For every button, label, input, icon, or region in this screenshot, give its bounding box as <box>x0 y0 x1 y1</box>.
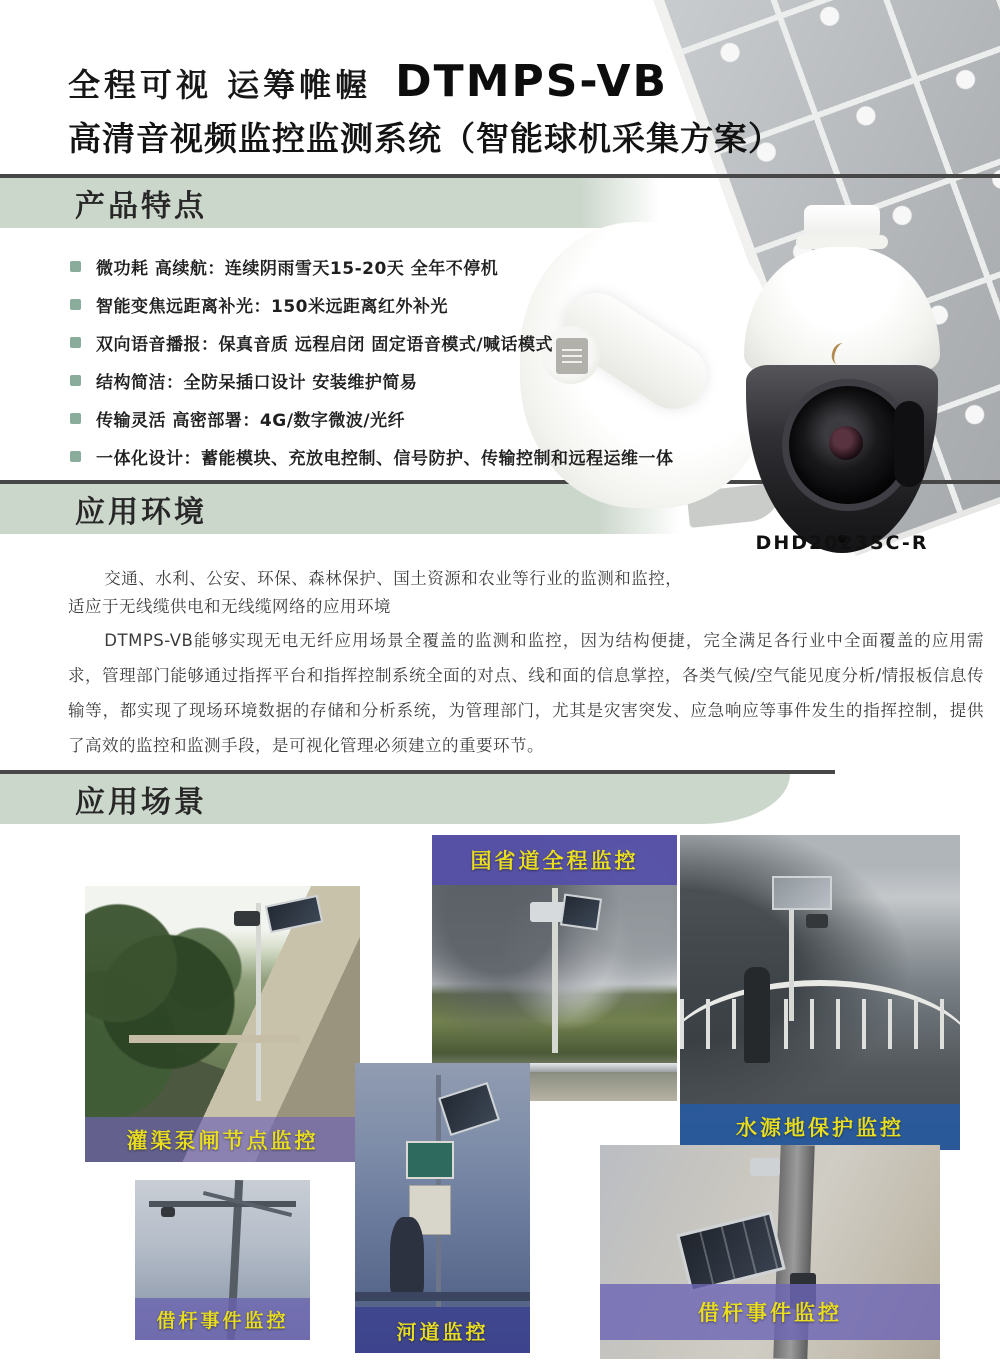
photo-caption: 河道监控 <box>355 1307 530 1353</box>
feature-text: 一体化设计：蓄能模块、充放电控制、信号防护、传输控制和远程运维一体 <box>96 449 674 469</box>
scenarios-heading: 应用场景 <box>75 785 207 820</box>
solar-panel-small-graphic <box>264 894 323 933</box>
camera-head-graphic <box>750 1158 780 1176</box>
camera-head-graphic <box>806 914 828 928</box>
photo-caption: 水源地保护监控 <box>680 1104 960 1150</box>
camera-lens-core-graphic <box>829 426 863 460</box>
camera-head-graphic <box>161 1207 175 1217</box>
photo-caption: 借杆事件监控 <box>135 1298 310 1340</box>
page-title <box>68 56 782 160</box>
bullet-square-icon <box>70 261 81 272</box>
bullet-square-icon <box>70 413 81 424</box>
camera-body-graphic <box>746 365 938 553</box>
solar-panel-small-graphic <box>438 1082 500 1136</box>
feature-list <box>70 254 750 482</box>
scenario-photo-pole-event-left <box>135 1180 310 1340</box>
feature-item <box>70 292 750 317</box>
features-heading: 产品特点 <box>75 189 207 224</box>
camera-pole-graphic <box>256 903 261 1102</box>
road-sign-graphic <box>406 1141 454 1179</box>
scenario-photo-river <box>355 1063 530 1353</box>
feature-text: 智能变焦远距离补光：150米远距离红外补光 <box>96 297 448 317</box>
camera-ir-window-graphic <box>894 401 924 487</box>
bullet-square-icon <box>70 337 81 348</box>
scenario-photo-national-road <box>432 835 677 1101</box>
solar-panel-small-graphic <box>560 894 602 931</box>
camera-head-graphic <box>234 911 260 926</box>
scenario-photo-pole-event-right <box>600 1145 940 1359</box>
feature-text: 微功耗 高续航：连续阴雨雪天15-20天 全年不停机 <box>96 259 499 279</box>
environment-paragraph-1: 交通、水利、公安、环保、森林保护、国土资源和农业等行业的监测和监控，适应于无线缆供电和无线缆网络的应用环境 <box>68 568 683 616</box>
section-bar-scenarios <box>0 774 790 824</box>
section-bar-features <box>0 178 660 228</box>
photo-caption: 国省道全程监控 <box>432 835 677 885</box>
photo-caption: 借杆事件监控 <box>600 1284 940 1340</box>
worker-figure-graphic <box>390 1217 424 1299</box>
environment-heading: 应用环境 <box>75 495 207 530</box>
feature-item <box>70 406 750 431</box>
feature-text: 双向语音播报：保真音质 远程启闭 固定语音模式/喊话模式 <box>96 335 554 355</box>
scenario-photo-water-source <box>680 835 960 1150</box>
railing-posts-graphic <box>680 999 960 1049</box>
feature-item <box>70 330 750 355</box>
bullet-square-icon <box>70 451 81 462</box>
feature-item <box>70 254 750 279</box>
bullet-square-icon <box>70 375 81 386</box>
photo-caption: 灌渠泵闸节点监控 <box>85 1117 360 1162</box>
solar-panel-small-graphic <box>676 1211 786 1293</box>
title-line1 <box>68 56 782 107</box>
camera-dome-graphic <box>744 247 940 373</box>
bullet-square-icon <box>70 299 81 310</box>
feature-text: 结构简洁：全防呆插口设计 安装维护简易 <box>96 373 418 393</box>
section-bar-environment <box>0 484 680 534</box>
bridge-graphic <box>355 1292 530 1301</box>
feature-text: 传输灵活 高密部署：4G/数字微波/光纤 <box>96 411 406 431</box>
bollard-graphic <box>744 967 770 1063</box>
scenario-photo-canal <box>85 886 360 1162</box>
solar-panel-small-graphic <box>772 876 832 910</box>
title-slogan: 全程可视 运筹帷幄 <box>68 66 372 104</box>
ptz-camera-graphic <box>742 205 942 555</box>
title-subtitle: 高清音视频监控监测系统（智能球机采集方案） <box>68 119 782 158</box>
brand-logo-mark <box>829 341 852 367</box>
feature-item <box>70 444 750 469</box>
bridge-graphic <box>129 1035 300 1043</box>
product-model-label: DHD2023SC-R <box>755 532 929 554</box>
title-model-name: DTMPS-VB <box>395 56 669 107</box>
environment-paragraph-2: DTMPS-VB能够实现无电无纤应用场景全覆盖的监测和监控，因为结构便捷，完全满足各行业中全面覆盖的应用需求，管理部门能够通过指挥平台和指挥控制系统全面的对点、线和面的信息掌控，各类气候/空气能见度分析/情报板信息传输等，都实现了现场环境数据的存储和分析系统，为管理部门，尤其是灾害突发、应急响应等事件发生的指挥控制，提供了高效的监控和监测手段，是可视化管理必须建立的重要环节。 <box>68 630 984 755</box>
crossarm-graphic <box>149 1201 296 1207</box>
feature-item <box>70 368 750 393</box>
